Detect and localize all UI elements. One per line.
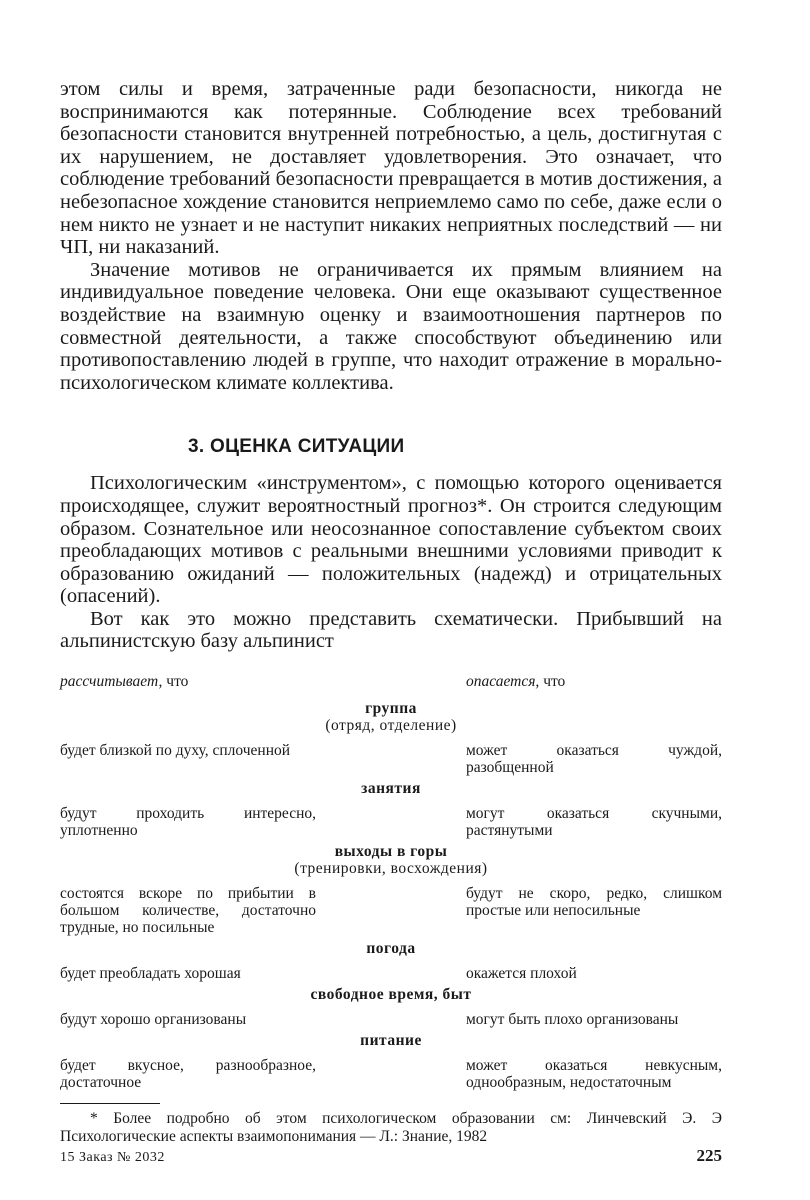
page-footer [60,1146,722,1166]
left-head-rest: что [162,673,189,691]
expectation-pair [60,1011,722,1028]
print-order-info: 15 Заказ № 2032 [60,1150,165,1165]
expectation-pair [60,1057,722,1091]
fear-text: может оказаться невкусным, однообразным, недостаточным [466,1057,722,1092]
expectation-pair [60,805,722,839]
expectation-pair [60,965,722,982]
hope-text: будет близкой по духу, сплоченной [60,742,291,760]
page-content [60,78,722,1146]
fear-text: могут оказаться скучными, растянутыми [466,805,722,840]
category-title: группа [365,700,417,718]
scheme-column-heads [60,673,722,690]
hope-text: будет вкусное, разнообразное, достаточное [60,1057,316,1092]
hope-text: будут хорошо организованы [60,1011,247,1029]
footnote: * Более подробно об этом психологическом образовании см: Линчевский Э. Э Психологические аспекты взаимопонимания — Л.: Знание, 1982 [60,1110,722,1146]
body-paragraph-4: Вот как это можно представить схематически. Прибывший на альпинистскую базу альпинист [60,607,722,653]
hope-text: будут проходить интересно, уплотненно [60,805,316,840]
expectation-pair [60,885,722,936]
fear-text: будут не скоро, редко, слишком простые или непосильные [466,885,722,920]
body-paragraph-3: Психологическим «инструментом», с помощью которого оценивается происходящее, служит вероятностный прогноз*. Он строится следующим образом. Сознательное или неосознанное сопоставление субъектом своих преобладающих мотивов с реальными внешними условиями приводит к образованию ожиданий — положительных (надежд) и отрицательных (опасений). [60,472,722,608]
category-title: питание [360,1032,422,1050]
left-head-verb: рассчитывает, [60,673,163,691]
fear-text: может оказаться чуждой, разобщенной [466,742,722,777]
right-head-verb: опасается, [466,673,540,691]
expectation-pair [60,742,722,776]
category-title: занятия [361,780,421,798]
category-title: погода [366,940,416,958]
body-paragraph-2: Значение мотивов не ограничивается их прямым влиянием на индивидуальное поведение человека. Они еще оказывают существенное воздействие на взаимную оценку и взаимоотношения партнеров по совместной деятельности, а также способствуют объединению или противопоставлению людей в группе, что находит отражение в морально-психологическом климате коллектива. [60,258,722,394]
category-title: выходы в горы [334,843,448,861]
left-column-head [60,673,318,690]
footnote-divider [60,1103,160,1104]
right-column-head [466,673,722,690]
expectation-scheme [60,673,722,1091]
category-subtitle: (тренировки, восхождения) [294,860,488,878]
fear-text: окажется плохой [466,965,577,983]
category-subtitle: (отряд, отделение) [325,717,457,735]
fear-text: могут быть плохо организованы [466,1011,679,1029]
page-number: 225 [696,1146,722,1165]
category-title: свободное время, быт [310,986,472,1004]
hope-text: будет преобладать хорошая [60,965,241,983]
section-heading: 3. ОЦЕНКА СИТУАЦИИ [188,436,405,458]
body-paragraph-1: этом силы и время, затраченные ради безопасности, никогда не воспринимаются как потерянные. Соблюдение всех требований безопасности становится внутренней потребностью, а цель, достигнутая с их нарушением, не доставляет удовлетворения. Это означает, что соблюдение требований безопасности превращается в мотив достижения, а небезопасное хождение становится неприемлемо само по себе, даже если о нем никто не узнает и не наступит никаких неприятных последствий — ни ЧП, ни наказаний. [60,78,722,259]
right-head-rest: что [539,673,566,691]
hope-text: состоятся вскоре по прибытии в большом количестве, достаточно трудные, но посильные [60,885,316,937]
